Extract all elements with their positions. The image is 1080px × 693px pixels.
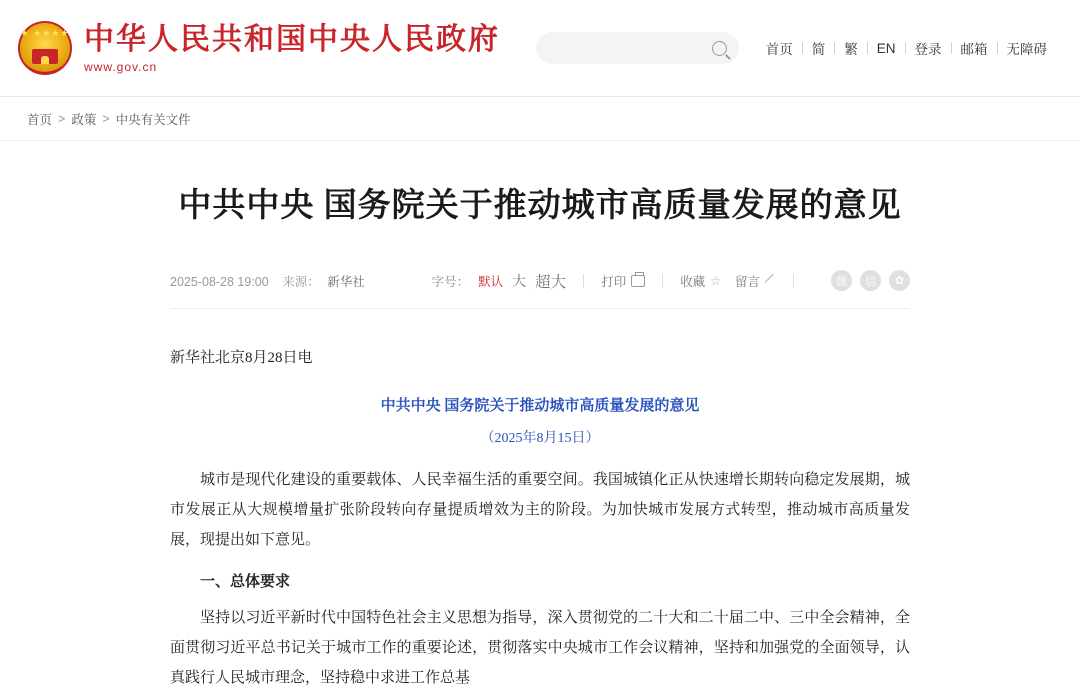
print-label: 打印 <box>601 274 627 289</box>
fontsize-option-extra-large[interactable]: 超大 <box>535 273 567 291</box>
site-brand-title: 中华人民共和国中央人民政府 <box>84 22 500 56</box>
meta-divider <box>662 274 663 288</box>
favorite-button[interactable] <box>680 272 721 290</box>
publish-datetime: 2025-08-28 19:00 <box>170 274 269 289</box>
breadcrumb-item-central-documents[interactable]: 中央有关文件 <box>115 112 191 127</box>
star-icon: ☆ <box>710 273 721 288</box>
breadcrumb-item-home[interactable]: 首页 <box>27 112 53 127</box>
breadcrumb-separator: > <box>58 111 66 126</box>
meta-divider <box>793 274 794 288</box>
article-meta-bar <box>170 265 910 309</box>
message-label: 留言 <box>734 274 760 289</box>
paragraph: 坚持以习近平新时代中国特色社会主义思想为指导，深入贯彻党的二十大和二十届二中、三中全会精神，全面贯彻习近平总书记关于城市工作的重要论述，贯彻落实中央城市工作会议精神，坚持和加强党的全面领导，认真践行人民城市理念，坚持稳中求进工作总基 <box>170 610 910 687</box>
header-right <box>536 32 1056 64</box>
breadcrumb-item-policy[interactable]: 政策 <box>71 112 97 127</box>
breadcrumb-separator: > <box>102 111 110 126</box>
document-inner-title: 中共中央 国务院关于推动城市高质量发展的意见 <box>380 398 700 415</box>
favorite-label: 收藏 <box>680 274 706 289</box>
search-icon[interactable] <box>712 41 727 56</box>
paragraph: 城市是现代化建设的重要载体、人民幸福生活的重要空间。我国城镇化正从快速增长期转向稳定发展期，城市发展正从大规模增量扩张阶段转向存量提质增效为主的阶段。为加快城市发展方式转型，推动城市高质量发展，现提出如下意见。 <box>170 472 910 549</box>
search-input[interactable] <box>548 40 712 56</box>
fontsize-group <box>432 270 567 292</box>
fontsize-option-large[interactable]: 大 <box>512 272 527 289</box>
article-meta-tools <box>432 270 910 292</box>
document-inner-date: （2025年8月15日） <box>480 431 600 447</box>
print-button[interactable] <box>601 272 645 290</box>
site-brand-domain: www.gov.cn <box>84 59 158 74</box>
header-nav <box>757 38 1056 58</box>
section-heading: 一、总体要求 <box>200 574 291 591</box>
nav-item-mail[interactable]: 邮箱 <box>960 42 988 57</box>
site-brand[interactable] <box>84 23 500 74</box>
nav-item-english[interactable]: EN <box>876 40 896 56</box>
page-title: 中共中央 国务院关于推动城市高质量发展的意见 <box>178 188 902 224</box>
meta-divider <box>583 274 584 288</box>
nav-item-accessibility[interactable]: 无障碍 <box>1006 42 1047 57</box>
nav-item-login[interactable]: 登录 <box>914 42 942 57</box>
nav-item-home[interactable]: 首页 <box>765 42 793 57</box>
search-box[interactable] <box>536 32 739 64</box>
national-emblem-icon: ★ ★★★★ <box>18 21 72 75</box>
qzone-share-icon[interactable]: ✿ <box>889 270 910 291</box>
pencil-icon <box>765 275 776 286</box>
printer-icon <box>631 275 645 287</box>
source-name: 新华社 <box>327 274 365 289</box>
share-group <box>831 270 910 291</box>
article-meta-left <box>170 272 365 290</box>
site-header <box>0 0 1080 97</box>
source-label: 来源： <box>282 274 320 289</box>
message-button[interactable] <box>735 272 776 290</box>
weibo-share-icon[interactable]: 微 <box>831 270 852 291</box>
fontsize-label: 字号： <box>431 274 470 289</box>
dateline: 新华社北京8月28日电 <box>170 350 313 367</box>
wechat-share-icon[interactable]: 信 <box>860 270 881 291</box>
breadcrumb <box>0 97 1080 141</box>
article-container <box>0 183 1080 693</box>
nav-item-simplified[interactable]: 简 <box>811 42 826 57</box>
article-body <box>170 343 910 693</box>
fontsize-option-default[interactable]: 默认 <box>478 274 504 289</box>
nav-item-traditional[interactable]: 繁 <box>844 42 858 57</box>
